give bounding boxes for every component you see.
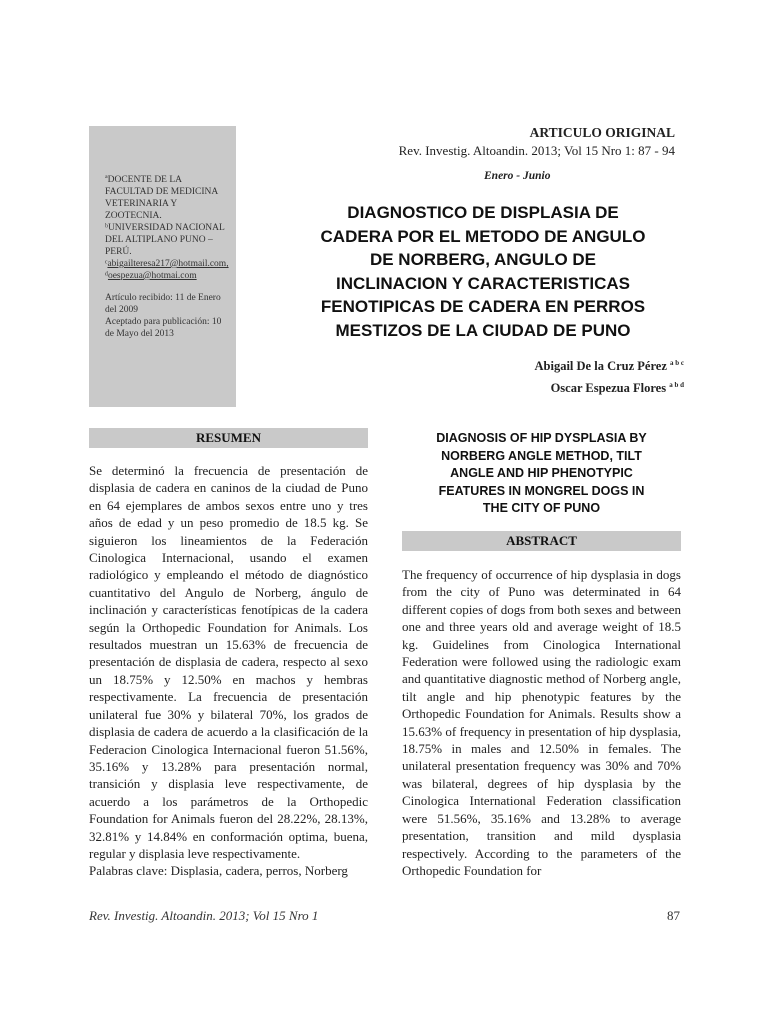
email-d-line (105, 270, 230, 282)
journal-reference: Rev. Investig. Altoandin. 2013; Vol 15 Nro 1: 87 - 94 (398, 143, 675, 158)
author-2-name: Oscar Espezua Flores (550, 381, 667, 396)
email-c-line (105, 258, 230, 270)
resumen-column (89, 462, 368, 880)
keywords: Palabras clave: Displasia, cadera, perros, Norberg (89, 863, 348, 879)
paper-title (276, 201, 690, 342)
email-link-d[interactable]: oespezua@hotmai.com (107, 271, 197, 281)
english-title-line: FEATURES IN MONGREL DOGS IN (438, 483, 645, 498)
english-title-line: THE CITY OF PUNO (482, 501, 601, 515)
author-1 (535, 354, 685, 376)
abstract-text: The frequency of occurrence of hip dysplasia in dogs from the city of Puno was determinated in 64 different copies of dogs from both sexes and between one and three years old and average weight of 18.5 kg. Guidelines from Cinologica International Federation were followed using the radiologic exam and quantitative diagnostic method of Norberg angle, tilt angle and hip phenotypic features by the Orthopedic Foundation for Animals. Results show a 15.63% of frequency in presentation of hip dysplasia, 18.75% in males and 12.50% in females. The unilateral presentation frequency was 30% and 70% was bilateral, degrees of hip dysplasia by the Cinologica International Federation classification were 51.56%, 35.16% and 13.28% to average presentation, transition and mild dysplasia respectively. According to the parameters of the Orthopedic Foundation for (402, 567, 681, 878)
email-d-prefix: ᵈ (105, 271, 108, 281)
article-type: ARTICULO ORIGINAL (529, 125, 675, 140)
issue-season: Enero - Junio (484, 170, 551, 182)
english-title (402, 430, 681, 518)
english-title-line: ANGLE AND HIP PHENOTYPIC (450, 466, 633, 480)
title-line: INCLINACION Y CARACTERISTICAS (335, 273, 631, 293)
english-title-line: NORBERG ANGLE METHOD, TILT (441, 448, 642, 463)
accepted-date: Aceptado para publicación: 10 de Mayo del 2013 (105, 317, 222, 339)
title-line: FENOTIPICAS DE CADERA EN PERROS (320, 297, 646, 316)
author-2 (535, 376, 685, 398)
email-link-c[interactable]: abigailteresa217@hotmail.com, (107, 259, 229, 269)
abstract-column (402, 566, 681, 879)
email-c-prefix: ᶜ (105, 259, 108, 269)
author-list (535, 354, 685, 398)
title-line: CADERA POR EL METODO DE ANGULO (320, 226, 646, 246)
footer-journal: Rev. Investig. Altoandin. 2013; Vol 15 Nro 1 (89, 908, 319, 923)
resumen-text: Se determinó la frecuencia de presentación de displasia de cadera en caninos de la ciudad de Puno en 64 ejemplares de ambos sexos entre uno y tres años de edad y un peso promedio de 18.5 kg. Se siguieron los lineamientos de la Federación Cinologica Internacional, usando el examen radiológico y empleando el método de diagnóstico cuantitativo del Angulo de Norberg, ángulo de inclinación y características fenotípicas de la cadera según la Orthopedic Foundation for Animals. Los resultados muestran un 15.63% de frecuencia de presentación de displasia de cadera, respecto al sexo un 18.75% y 12.50% en machos y hembras respectivamente. La frecuencia de presentación unilateral fue 30% y bilateral 70%, los grados de displasia de cadera de acuerdo a la clasificación de la Federacion Cinologica Internacional fueron 51.56%, 35.16% y 13.28% para presentación normal, transición y displasia leve respectivamente, de acuerdo a los parámetros de la Orthopedic Foundation for Animals fueron del 28.22%, 28.13%, 32.81% y 14.84% en conformación optima, buena, regular y displasia leve respectivamente. (89, 463, 368, 861)
title-line: DIAGNOSTICO DE DISPLASIA DE (347, 203, 619, 222)
english-title-line: DIAGNOSIS OF HIP DYSPLASIA BY (436, 431, 647, 445)
affiliation-a: ªDOCENTE DE LA FACULTAD DE MEDICINA VETERINARIA Y ZOOTECNIA. (105, 175, 218, 221)
title-line: MESTIZOS DE LA CIUDAD DE PUNO (335, 320, 631, 340)
resumen-heading: RESUMEN (89, 428, 368, 448)
affiliation-b: ᵇUNIVERSIDAD NACIONAL DEL ALTIPLANO PUNO – PERÚ. (105, 223, 225, 257)
author-1-name: Abigail De la Cruz Pérez (534, 359, 667, 374)
title-line: DE NORBERG, ANGULO DE (369, 250, 597, 269)
author-1-affiliations: a b c (670, 359, 684, 367)
affiliation-text (105, 174, 230, 340)
author-2-affiliations: a b d (669, 381, 684, 390)
page-number: 87 (667, 908, 680, 923)
received-date: Artículo recibido: 11 de Enero del 2009 (105, 293, 221, 315)
abstract-heading: ABSTRACT (402, 531, 681, 551)
